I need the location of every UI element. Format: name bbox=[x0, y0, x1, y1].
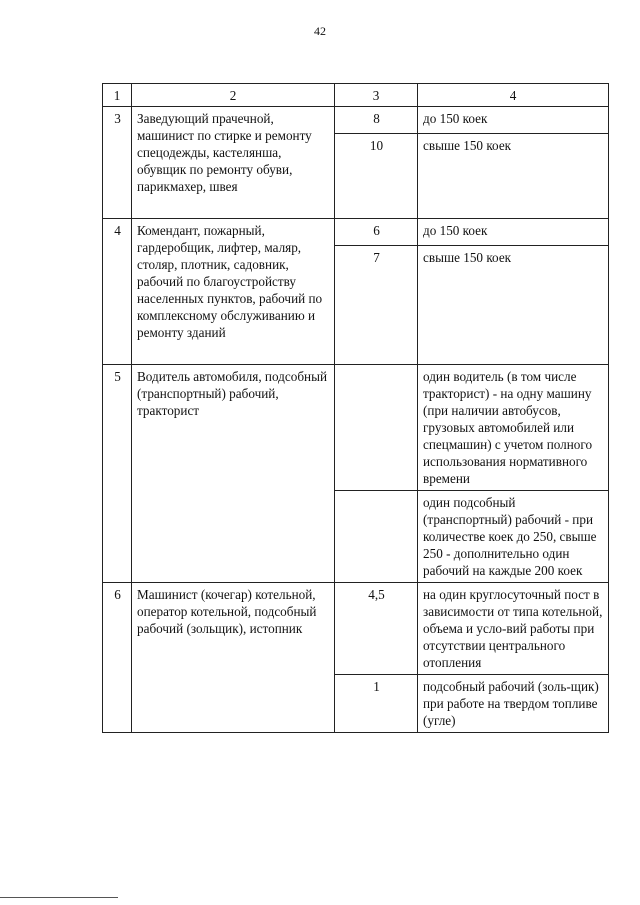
header-col-1: 1 bbox=[103, 84, 132, 107]
staff-condition: один водитель (в том числе тракторист) - на одну машину (при наличии автобусов, грузовых автомобилей или спецмашин) с учетом полного использования нормативного времени bbox=[418, 365, 609, 491]
staff-quantity: 4,5 bbox=[335, 583, 418, 675]
staff-condition: один подсобный (транспортный) рабочий - при количестве коек до 250, свыше 250 - дополнительно один рабочий на каждые 200 коек bbox=[418, 491, 609, 583]
header-col-4: 4 bbox=[418, 84, 609, 107]
staff-condition: свыше 150 коек bbox=[418, 246, 609, 365]
header-col-3: 3 bbox=[335, 84, 418, 107]
table-header-row bbox=[103, 84, 609, 107]
table-row bbox=[103, 219, 609, 246]
row-number: 4 bbox=[103, 219, 132, 365]
position-title: Комендант, пожарный, гардеробщик, лифтер, маляр, столяр, плотник, садовник, рабочий по благоустройству населенных пунктов, рабочий по комплексному обслуживанию и ремонту зданий bbox=[132, 219, 335, 365]
position-title: Водитель автомобиля, подсобный (транспортный) рабочий, тракторист bbox=[132, 365, 335, 583]
staff-quantity: 8 bbox=[335, 107, 418, 134]
position-title: Заведующий прачечной, машинист по стирке и ремонту спецодежды, кастелянша, обувщик по ремонту обуви, парикмахер, швея bbox=[132, 107, 335, 219]
table-row bbox=[103, 365, 609, 491]
staff-condition: на один круглосуточный пост в зависимости от типа котельной, объема и усло-вий работы при отсутствии центрального отопления bbox=[418, 583, 609, 675]
staff-quantity: 10 bbox=[335, 134, 418, 219]
staff-quantity: 1 bbox=[335, 675, 418, 733]
staff-condition: свыше 150 коек bbox=[418, 134, 609, 219]
staff-quantity bbox=[335, 491, 418, 583]
staff-quantity bbox=[335, 365, 418, 491]
staff-condition: до 150 коек bbox=[418, 107, 609, 134]
staff-condition: до 150 коек bbox=[418, 219, 609, 246]
table-row bbox=[103, 583, 609, 675]
staff-quantity: 6 bbox=[335, 219, 418, 246]
footnote-separator bbox=[0, 897, 118, 898]
position-title: Машинист (кочегар) котельной, оператор котельной, подсобный рабочий (зольщик), истопник bbox=[132, 583, 335, 733]
staff-quantity: 7 bbox=[335, 246, 418, 365]
table-row bbox=[103, 107, 609, 134]
staffing-table bbox=[102, 83, 609, 733]
page-number: 42 bbox=[314, 24, 326, 38]
header-col-2: 2 bbox=[132, 84, 335, 107]
row-number: 3 bbox=[103, 107, 132, 219]
staff-condition: подсобный рабочий (золь-щик) при работе на твердом топливе (угле) bbox=[418, 675, 609, 733]
row-number: 6 bbox=[103, 583, 132, 733]
row-number: 5 bbox=[103, 365, 132, 583]
